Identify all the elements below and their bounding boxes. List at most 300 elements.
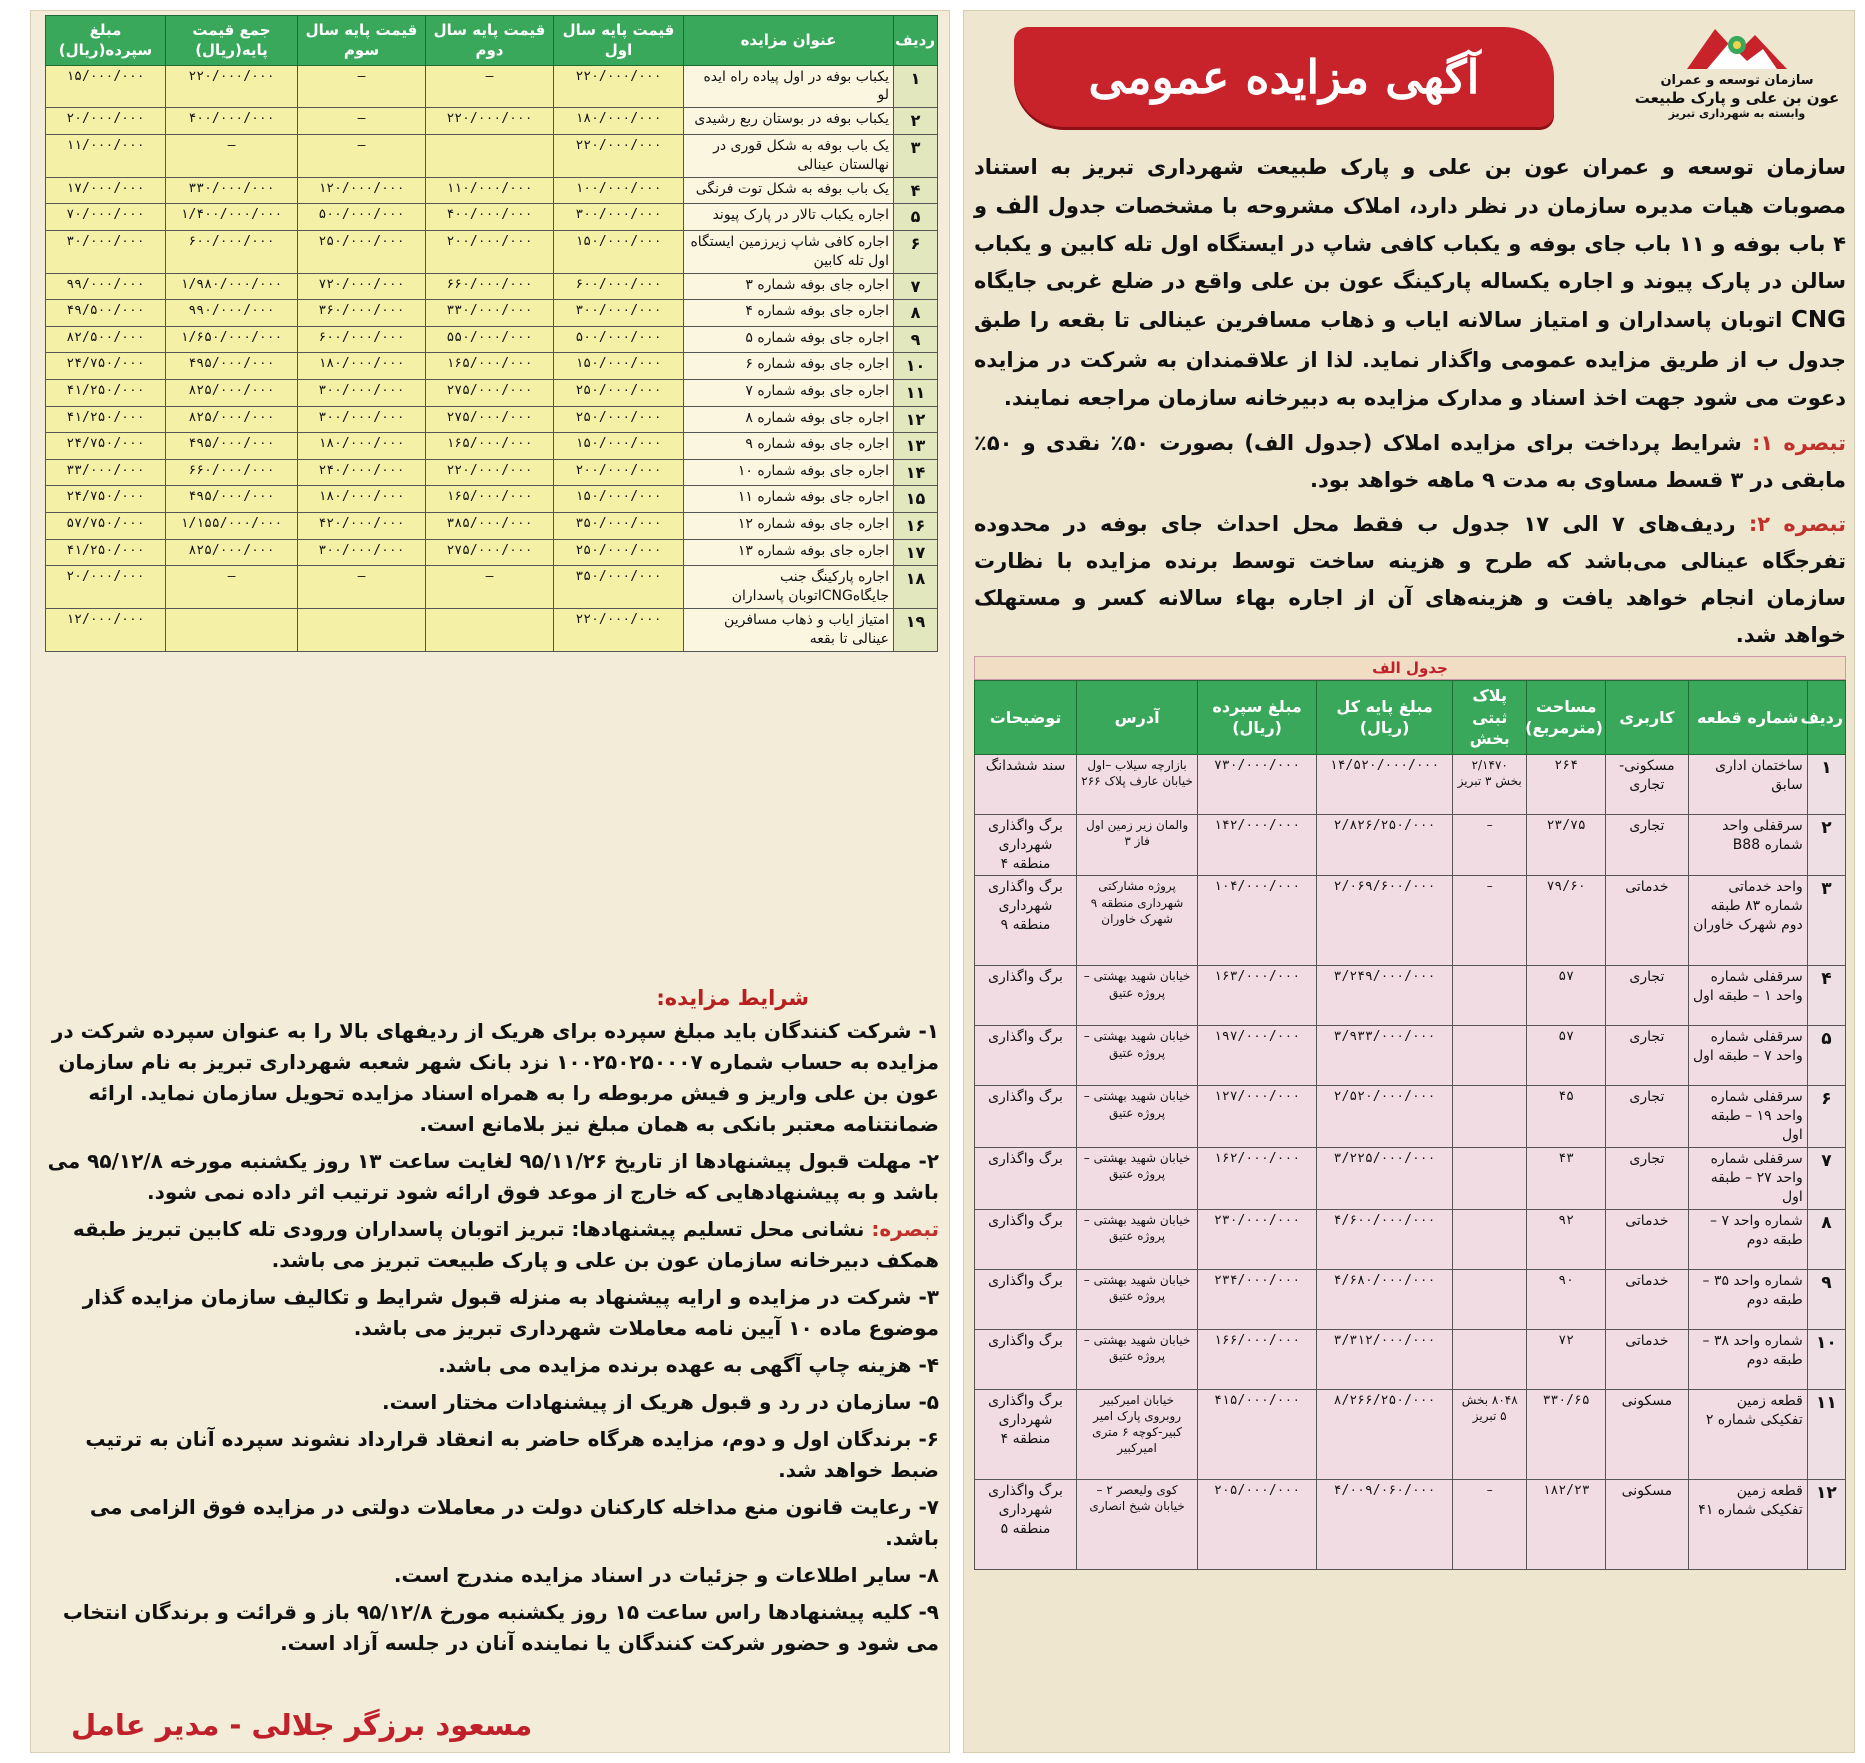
base-price-total: ۱۴/۵۲۰/۰۰۰/۰۰۰ [1317, 754, 1453, 814]
base-price-total: ۲/۸۲۶/۲۵۰/۰۰۰ [1317, 814, 1453, 876]
description: برگ واگذاری [975, 1086, 1077, 1148]
deposit-amount: ۲۰/۰۰۰/۰۰۰ [46, 108, 166, 135]
area-sqm: ۱۸۲/۲۳ [1527, 1479, 1606, 1569]
base-price-year-3: ۲۵۰/۰۰۰/۰۰۰ [298, 230, 426, 273]
condition-note-text: نشانی محل تسلیم پیشنهادها: تبریز اتوبان پاسداران ورودی تله کابین تبریز طبقه همکف دبیرخانه سازمان عون بن علی و پارک طبیعت تبریز می باشد. [72, 1217, 939, 1272]
base-price-total: ۳/۳۱۲/۰۰۰/۰۰۰ [1317, 1329, 1453, 1389]
table-b-body [46, 65, 938, 651]
row-number: ۱۲ [1807, 1479, 1845, 1569]
table-b-header-cell: قیمت پایه سال اول [554, 16, 684, 66]
base-price-year-2 [426, 608, 554, 651]
table-a-row [975, 1329, 1846, 1389]
row-number: ۳ [1807, 876, 1845, 966]
base-price-year-1: ۳۵۰/۰۰۰/۰۰۰ [554, 512, 684, 539]
property-address: والمان زیر زمین اول فاز ۳ [1077, 814, 1198, 876]
area-sqm: ۵۷ [1527, 966, 1606, 1026]
base-price-year-3: ۱۸۰/۰۰۰/۰۰۰ [298, 486, 426, 513]
deposit-amount: ۷۰/۰۰۰/۰۰۰ [46, 204, 166, 231]
area-sqm: ۲۶۴ [1527, 754, 1606, 814]
deposit-amount: ۱۲/۰۰۰/۰۰۰ [46, 608, 166, 651]
intro-text: اتوبان پاسداران و امتیاز سالانه ایاب و ذهاب مسافرین عینالی تا بقعه را طبق جدول [974, 307, 1846, 372]
cng-ref: CNG [1790, 306, 1846, 333]
registry-plaque: – [1453, 814, 1527, 876]
base-price-year-3: ۷۲۰/۰۰۰/۰۰۰ [298, 273, 426, 300]
deposit-amount: ۳۳/۰۰۰/۰۰۰ [46, 459, 166, 486]
description: برگ واگذاری [975, 1026, 1077, 1086]
description: برگ واگذاری [975, 1209, 1077, 1269]
table-b-header-cell: جمع قیمت پایه(ریال) [166, 16, 298, 66]
row-number: ۵ [1807, 1026, 1845, 1086]
area-sqm: ۳۳۰/۶۵ [1527, 1389, 1606, 1479]
deposit-amount: ۴۱/۲۵۰/۰۰۰ [46, 406, 166, 433]
table-b-row [46, 273, 938, 300]
auction-title: اجاره کافی شاپ زیرزمین ایستگاه اول تله کابین [684, 230, 894, 273]
registry-plaque [1453, 1148, 1527, 1210]
auction-title: اجاره جای بوفه شماره ۷ [684, 380, 894, 407]
registry-plaque: – [1453, 1479, 1527, 1569]
row-number: ۱۰ [1807, 1329, 1845, 1389]
base-price-year-1: ۲۵۰/۰۰۰/۰۰۰ [554, 539, 684, 566]
table-a-header-cell: آدرس [1077, 681, 1198, 755]
condition-item: ۷- رعایت قانون منع مداخله کارکنان دولت در معاملات دولتی در مزایده فوق الزامی می باشد. [89, 1495, 939, 1550]
property-address: پروژه مشارکتی شهرداری منطقه ۹ شهرک خاوران [1077, 876, 1198, 966]
auction-title: یک باب بوفه به شکل قوری در نهالستان عینالی [684, 134, 894, 177]
row-number: ۸ [894, 300, 938, 327]
auction-title: اجاره جای بوفه شماره ۹ [684, 433, 894, 460]
property-address: خیابان شهید بهشتی – پروژه عتیق [1077, 1209, 1198, 1269]
base-price-year-1: ۵۰۰/۰۰۰/۰۰۰ [554, 326, 684, 353]
base-price-year-2: ۲۲۰/۰۰۰/۰۰۰ [426, 459, 554, 486]
base-price-total: ۳/۲۲۵/۰۰۰/۰۰۰ [1317, 1148, 1453, 1210]
property-address: خیابان شهید بهشتی – پروژه عتیق [1077, 1269, 1198, 1329]
organization-logo [1632, 21, 1842, 141]
base-price-total: ۱/۹۸۰/۰۰۰/۰۰۰ [166, 273, 298, 300]
base-price-year-2: – [426, 65, 554, 108]
base-price-total: ۲۲۰/۰۰۰/۰۰۰ [166, 65, 298, 108]
description: برگ واگذاری شهرداری منطقه ۴ [975, 1389, 1077, 1479]
base-price-total: ۳/۲۴۹/۰۰۰/۰۰۰ [1317, 966, 1453, 1026]
table-b-row [46, 566, 938, 609]
base-price-total: ۸۲۵/۰۰۰/۰۰۰ [166, 539, 298, 566]
base-price-year-2: ۶۶۰/۰۰۰/۰۰۰ [426, 273, 554, 300]
deposit-amount: ۱۶۲/۰۰۰/۰۰۰ [1198, 1148, 1317, 1210]
table-a-header-cell: پلاک ثبتی بخش [1453, 681, 1527, 755]
row-number: ۶ [894, 230, 938, 273]
base-price-year-1: ۲۲۰/۰۰۰/۰۰۰ [554, 65, 684, 108]
parcel-number: سرقفلی شماره واحد ۱ – طبقه اول [1688, 966, 1807, 1026]
table-a-caption: جدول الف [974, 656, 1846, 680]
table-a-row [975, 814, 1846, 876]
row-number: ۲ [894, 108, 938, 135]
deposit-amount: ۱۱/۰۰۰/۰۰۰ [46, 134, 166, 177]
auction-title: امتیاز ایاب و ذهاب مسافرین عینالی تا بقعه [684, 608, 894, 651]
table-a-row [975, 754, 1846, 814]
deposit-amount: ۹۹/۰۰۰/۰۰۰ [46, 273, 166, 300]
row-number: ۷ [1807, 1148, 1845, 1210]
description: برگ واگذاری [975, 966, 1077, 1026]
parcel-number: سرقفلی شماره واحد ۱۹ – طبقه اول [1688, 1086, 1807, 1148]
table-a-row [975, 1209, 1846, 1269]
table-a-row [975, 966, 1846, 1026]
row-number: ۶ [1807, 1086, 1845, 1148]
condition-item: ۹- کلیه پیشنهادها راس ساعت ۱۵ روز یکشنبه مورخ ۹۵/۱۲/۸ باز و قرائت و برندگان انتخاب می شود و حضور شرکت کنندگان یا نماینده آنان در جلسه آزاد است. [62, 1600, 939, 1655]
base-price-year-3: ۶۰۰/۰۰۰/۰۰۰ [298, 326, 426, 353]
land-use: خدماتی [1605, 1209, 1688, 1269]
base-price-total: ۲/۵۲۰/۰۰۰/۰۰۰ [1317, 1086, 1453, 1148]
row-number: ۱۸ [894, 566, 938, 609]
announcement-body [974, 149, 1846, 653]
base-price-total: ۴/۶۰۰/۰۰۰/۰۰۰ [1317, 1209, 1453, 1269]
deposit-amount: ۱۶۶/۰۰۰/۰۰۰ [1198, 1329, 1317, 1389]
deposit-amount: ۱۰۴/۰۰۰/۰۰۰ [1198, 876, 1317, 966]
table-b-row [46, 433, 938, 460]
base-price-total: ۹۹۰/۰۰۰/۰۰۰ [166, 300, 298, 327]
deposit-amount: ۲۰۵/۰۰۰/۰۰۰ [1198, 1479, 1317, 1569]
row-number: ۹ [1807, 1269, 1845, 1329]
auction-title: اجاره جای بوفه شماره ۱۰ [684, 459, 894, 486]
condition-item: ۵- سازمان در رد و قبول هریک از پیشنهادات مختار است. [381, 1390, 939, 1414]
deposit-amount: ۸۲/۵۰۰/۰۰۰ [46, 326, 166, 353]
base-price-total: ۸/۲۶۶/۲۵۰/۰۰۰ [1317, 1389, 1453, 1479]
base-price-total: ۴۹۵/۰۰۰/۰۰۰ [166, 486, 298, 513]
table-b-header-cell: مبلغ سپرده(ریال) [46, 16, 166, 66]
table-a-row [975, 1026, 1846, 1086]
table-a-header-cell: مساحت (مترمربع) [1527, 681, 1606, 755]
registry-plaque: – [1453, 876, 1527, 966]
base-price-year-2: ۳۳۰/۰۰۰/۰۰۰ [426, 300, 554, 327]
table-b-row [46, 65, 938, 108]
base-price-year-2: ۵۵۰/۰۰۰/۰۰۰ [426, 326, 554, 353]
row-number: ۱۳ [894, 433, 938, 460]
base-price-year-3: ۳۶۰/۰۰۰/۰۰۰ [298, 300, 426, 327]
parcel-number: واحد خدماتی شماره ۸۳ طبقه دوم شهرک خاوران [1688, 876, 1807, 966]
row-number: ۱۱ [1807, 1389, 1845, 1479]
org-affiliation: وابسته به شهرداری تبریز [1668, 106, 1806, 120]
area-sqm: ۵۷ [1527, 1026, 1606, 1086]
table-b-row [46, 230, 938, 273]
deposit-amount: ۳۰/۰۰۰/۰۰۰ [46, 230, 166, 273]
base-price-year-2 [426, 134, 554, 177]
auction-title: اجاره جای بوفه شماره ۳ [684, 273, 894, 300]
base-price-year-1: ۱۵۰/۰۰۰/۰۰۰ [554, 353, 684, 380]
note-1 [974, 425, 1846, 499]
registry-plaque: ۲/۱۴۷۰ بخش ۳ تبریز [1453, 754, 1527, 814]
auction-title: اجاره جای بوفه شماره ۱۳ [684, 539, 894, 566]
note-2-label: تبصره ۲: [1748, 512, 1847, 537]
base-price-year-3: – [298, 566, 426, 609]
base-price-year-1: ۶۰۰/۰۰۰/۰۰۰ [554, 273, 684, 300]
intro-paragraph [974, 149, 1846, 417]
table-b-row [46, 353, 938, 380]
base-price-total: ۸۲۵/۰۰۰/۰۰۰ [166, 406, 298, 433]
base-price-year-2: ۲۷۵/۰۰۰/۰۰۰ [426, 380, 554, 407]
parcel-number: قطعه زمین تفکیکی شماره ۲ [1688, 1389, 1807, 1479]
parcel-number: شماره واحد ۳۸ – طبقه دوم [1688, 1329, 1807, 1389]
row-number: ۱۵ [894, 486, 938, 513]
base-price-year-3: ۴۲۰/۰۰۰/۰۰۰ [298, 512, 426, 539]
base-price-year-1: ۱۵۰/۰۰۰/۰۰۰ [554, 486, 684, 513]
table-b-row [46, 300, 938, 327]
description: برگ واگذاری شهرداری منطقه ۵ [975, 1479, 1077, 1569]
deposit-amount: ۷۳۰/۰۰۰/۰۰۰ [1198, 754, 1317, 814]
table-b-row [46, 406, 938, 433]
deposit-amount: ۱۲۷/۰۰۰/۰۰۰ [1198, 1086, 1317, 1148]
auction-title: یکباب بوفه در اول پیاده راه ایده لو [684, 65, 894, 108]
registry-plaque [1453, 1026, 1527, 1086]
auction-title: اجاره پارکینگ جنب جایگاهCNGاتوبان پاسداران [684, 566, 894, 609]
description: برگ واگذاری [975, 1269, 1077, 1329]
base-price-total: ۴۹۵/۰۰۰/۰۰۰ [166, 433, 298, 460]
base-price-year-3: ۱۸۰/۰۰۰/۰۰۰ [298, 433, 426, 460]
deposit-amount: ۴۱/۲۵۰/۰۰۰ [46, 539, 166, 566]
base-price-year-3: – [298, 108, 426, 135]
base-price-year-2: ۲۷۵/۰۰۰/۰۰۰ [426, 539, 554, 566]
deposit-amount: ۴۹/۵۰۰/۰۰۰ [46, 300, 166, 327]
auction-title: اجاره یکباب تالار در پارک پیوند [684, 204, 894, 231]
parcel-number: سرقفلی شماره واحد ۲۷ – طبقه اول [1688, 1148, 1807, 1210]
base-price-year-3: ۳۰۰/۰۰۰/۰۰۰ [298, 539, 426, 566]
land-use: تجاری [1605, 966, 1688, 1026]
auction-title: اجاره جای بوفه شماره ۱۲ [684, 512, 894, 539]
property-address: خیابان امیرکبیر روبروی پارک امیر کبیر-کوچه ۶ متری امیرکبیر [1077, 1389, 1198, 1479]
condition-item: ۳- شرکت در مزایده و ارایه پیشنهاد به منزله قبول شرایط و تکالیف سازمان مزایده گذار موضوع ماده ۱۰ آیین نامه معاملات شهرداری تبریز می باشد. [82, 1285, 939, 1340]
base-price-total: ۴۹۵/۰۰۰/۰۰۰ [166, 353, 298, 380]
base-price-year-1: ۱۸۰/۰۰۰/۰۰۰ [554, 108, 684, 135]
note-2 [974, 506, 1846, 653]
table-b-row [46, 459, 938, 486]
condition-item: ۸- سایر اطلاعات و جزئیات در اسناد مزایده مندرج است. [393, 1563, 939, 1587]
row-number: ۱۴ [894, 459, 938, 486]
table-b-container [45, 15, 937, 652]
announcement-title: آگهی مزایده عمومی [1088, 50, 1480, 104]
table-a [974, 680, 1846, 1570]
property-address: خیابان شهید بهشتی – پروژه عتیق [1077, 1329, 1198, 1389]
land-use: خدماتی [1605, 1329, 1688, 1389]
registry-plaque [1453, 1269, 1527, 1329]
row-number: ۱۹ [894, 608, 938, 651]
org-name-line: عون بن علی و پارک طبیعت [1634, 88, 1840, 107]
row-number: ۱۱ [894, 380, 938, 407]
row-number: ۱ [1807, 754, 1845, 814]
area-sqm: ۹۲ [1527, 1209, 1606, 1269]
row-number: ۱ [894, 65, 938, 108]
row-number: ۳ [894, 134, 938, 177]
table-a-header-cell: شماره قطعه [1688, 681, 1807, 755]
parcel-number: قطعه زمین تفکیکی شماره ۴۱ [1688, 1479, 1807, 1569]
description: برگ واگذاری [975, 1148, 1077, 1210]
base-price-year-2: ۱۶۵/۰۰۰/۰۰۰ [426, 433, 554, 460]
description: برگ واگذاری شهرداری منطقه ۹ [975, 876, 1077, 966]
parcel-number: ساختمان اداری سابق [1688, 754, 1807, 814]
auction-conditions [43, 986, 939, 1665]
land-use: تجاری [1605, 1026, 1688, 1086]
land-use: تجاری [1605, 1148, 1688, 1210]
base-price-year-1: ۳۵۰/۰۰۰/۰۰۰ [554, 566, 684, 609]
base-price-total: ۱/۶۵۰/۰۰۰/۰۰۰ [166, 326, 298, 353]
base-price-year-3: – [298, 65, 426, 108]
row-number: ۴ [894, 177, 938, 204]
table-b-row [46, 512, 938, 539]
table-b-row [46, 108, 938, 135]
base-price-total: ۶۰۰/۰۰۰/۰۰۰ [166, 230, 298, 273]
base-price-total: ۳۳۰/۰۰۰/۰۰۰ [166, 177, 298, 204]
condition-note-label: تبصره: [871, 1217, 939, 1241]
land-use: خدماتی [1605, 876, 1688, 966]
property-address: خیابان شهید بهشتی – پروژه عتیق [1077, 966, 1198, 1026]
row-number: ۹ [894, 326, 938, 353]
table-b [45, 15, 938, 652]
deposit-amount: ۲۳۴/۰۰۰/۰۰۰ [1198, 1269, 1317, 1329]
area-sqm: ۲۳/۷۵ [1527, 814, 1606, 876]
base-price-year-3: – [298, 134, 426, 177]
row-number: ۲ [1807, 814, 1845, 876]
registry-plaque [1453, 966, 1527, 1026]
land-use: مسکونی [1605, 1479, 1688, 1569]
signature: مسعود برزگر جلالی - مدیر عامل [71, 1708, 533, 1742]
registry-plaque [1453, 1086, 1527, 1148]
table-b-header-cell: ردیف [894, 16, 938, 66]
base-price-total: ۳/۹۳۳/۰۰۰/۰۰۰ [1317, 1026, 1453, 1086]
table-alef-ref: الف [995, 192, 1040, 219]
intro-text: سازمان توسعه و عمران عون بن علی و پارک طبیعت شهرداری تبریز به استناد مصوبات هیات مدیره سازمان در نظر دارد، املاک مشروحه با مشخصات جدول [974, 155, 1846, 218]
table-b-header-cell: قیمت پایه سال دوم [426, 16, 554, 66]
table-b-row [46, 608, 938, 651]
condition-item: ۲- مهلت قبول پیشنهادها از تاریخ ۹۵/۱۱/۲۶ لغایت ساعت ۱۳ روز یکشنبه مورخه ۹۵/۱۲/۸ می باشد و به پیشنهادهایی که خارج از موعد فوق ارائه شود ترتیب اثر داده نمی شود. [47, 1149, 939, 1204]
base-price-year-1: ۲۰۰/۰۰۰/۰۰۰ [554, 459, 684, 486]
auction-title: یکباب بوفه در بوستان ربع رشیدی [684, 108, 894, 135]
base-price-year-2: – [426, 566, 554, 609]
base-price-year-1: ۲۲۰/۰۰۰/۰۰۰ [554, 134, 684, 177]
deposit-amount: ۴۱/۲۵۰/۰۰۰ [46, 380, 166, 407]
row-number: ۵ [894, 204, 938, 231]
deposit-amount: ۲۳۰/۰۰۰/۰۰۰ [1198, 1209, 1317, 1269]
base-price-year-1: ۱۵۰/۰۰۰/۰۰۰ [554, 230, 684, 273]
property-address: خیابان شهید بهشتی – پروژه عتیق [1077, 1026, 1198, 1086]
area-sqm: ۴۵ [1527, 1086, 1606, 1148]
table-b-row [46, 380, 938, 407]
land-use: تجاری [1605, 1086, 1688, 1148]
table-be-ref: ب [1755, 346, 1779, 373]
title-banner [1014, 27, 1554, 127]
base-price-year-3: ۳۰۰/۰۰۰/۰۰۰ [298, 406, 426, 433]
auction-title: اجاره جای بوفه شماره ۵ [684, 326, 894, 353]
table-b-row [46, 326, 938, 353]
base-price-total: – [166, 566, 298, 609]
property-address: خیابان شهید بهشتی – پروژه عتیق [1077, 1086, 1198, 1148]
base-price-year-2: ۱۶۵/۰۰۰/۰۰۰ [426, 353, 554, 380]
table-a-header-cell: مبلغ پایه کل (ریال) [1317, 681, 1453, 755]
base-price-total: ۲/۰۶۹/۶۰۰/۰۰۰ [1317, 876, 1453, 966]
deposit-amount: ۱۵/۰۰۰/۰۰۰ [46, 65, 166, 108]
table-b-header-cell: عنوان مزایده [684, 16, 894, 66]
table-b-header-cell: قیمت پایه سال سوم [298, 16, 426, 66]
intro-text: از طریق مزایده عمومی واگذار نماید. لذا از علاقمندان به شرکت در مزایده دعوت می شود جهت اخذ اسناد و مدارک مزایده به دبیرخانه سازمان مراجعه نمایند. [974, 347, 1846, 410]
description: برگ واگذاری شهرداری منطقه ۴ [975, 814, 1077, 876]
base-price-total: ۱/۴۰۰/۰۰۰/۰۰۰ [166, 204, 298, 231]
base-price-year-2: ۴۰۰/۰۰۰/۰۰۰ [426, 204, 554, 231]
row-number: ۸ [1807, 1209, 1845, 1269]
deposit-amount: ۵۷/۷۵۰/۰۰۰ [46, 512, 166, 539]
land-use: خدماتی [1605, 1269, 1688, 1329]
auction-title: یک باب بوفه به شکل توت فرنگی [684, 177, 894, 204]
table-a-body [975, 754, 1846, 1569]
note-1-text: شرایط پرداخت برای مزایده املاک (جدول الف) بصورت ۵۰٪ نقدی و ۵۰٪ مابقی در ۳ قسط مساوی به مدت ۹ ماهه خواهد بود. [974, 430, 1846, 492]
table-b-row [46, 539, 938, 566]
area-sqm: ۴۳ [1527, 1148, 1606, 1210]
registry-plaque: ۸۰۴۸ بخش ۵ تبریز [1453, 1389, 1527, 1479]
table-a-row [975, 876, 1846, 966]
deposit-amount: ۲۴/۷۵۰/۰۰۰ [46, 353, 166, 380]
area-sqm: ۷۲ [1527, 1329, 1606, 1389]
base-price-year-3 [298, 608, 426, 651]
parcel-number: شماره واحد ۳۵ – طبقه دوم [1688, 1269, 1807, 1329]
base-price-year-3: ۱۸۰/۰۰۰/۰۰۰ [298, 353, 426, 380]
table-a-row [975, 1269, 1846, 1329]
base-price-year-1: ۱۰۰/۰۰۰/۰۰۰ [554, 177, 684, 204]
table-a-row [975, 1479, 1846, 1569]
row-number: ۷ [894, 273, 938, 300]
description: سند ششدانگ [975, 754, 1077, 814]
deposit-amount: ۱۴۲/۰۰۰/۰۰۰ [1198, 814, 1317, 876]
table-a-header-cell: کاربری [1605, 681, 1688, 755]
area-sqm: ۹۰ [1527, 1269, 1606, 1329]
table-a-row [975, 1389, 1846, 1479]
property-address: کوی ولیعصر ۲ – خیابان شیخ انصاری [1077, 1479, 1198, 1569]
table-a-row [975, 1148, 1846, 1210]
area-sqm: ۷۹/۶۰ [1527, 876, 1606, 966]
condition-item: ۱- شرکت کنندگان باید مبلغ سپرده برای هریک از ردیفهای بالا را به عنوان سپرده شرکت در مزایده به حساب شماره ۱۰۰۲۵۰۲۵۰۰۰۷ نزد بانک شهر شعبه شهرداری تبریز به نام سازمان عون بن علی واریز و فیش مربوطه را به همراه اسناد مزایده تحویل سازمان نماید. ارائه ضمانتنامه معتبر بانکی به همان مبلغ نیز بلامانع است. [51, 1019, 939, 1136]
row-number: ۱۶ [894, 512, 938, 539]
base-price-year-2: ۲۲۰/۰۰۰/۰۰۰ [426, 108, 554, 135]
base-price-year-3: ۵۰۰/۰۰۰/۰۰۰ [298, 204, 426, 231]
base-price-year-1: ۱۵۰/۰۰۰/۰۰۰ [554, 433, 684, 460]
base-price-year-1: ۲۵۰/۰۰۰/۰۰۰ [554, 406, 684, 433]
table-b-header-row [46, 16, 938, 66]
table-a-header-cell: توضیحات [975, 681, 1077, 755]
base-price-year-2: ۲۰۰/۰۰۰/۰۰۰ [426, 230, 554, 273]
base-price-total: ۴/۶۸۰/۰۰۰/۰۰۰ [1317, 1269, 1453, 1329]
deposit-amount: ۴۱۵/۰۰۰/۰۰۰ [1198, 1389, 1317, 1479]
auction-title: اجاره جای بوفه شماره ۸ [684, 406, 894, 433]
registry-plaque [1453, 1209, 1527, 1269]
table-a-header-cell: ردیف [1807, 681, 1845, 755]
row-number: ۴ [1807, 966, 1845, 1026]
base-price-year-2: ۱۱۰/۰۰۰/۰۰۰ [426, 177, 554, 204]
base-price-year-1: ۲۵۰/۰۰۰/۰۰۰ [554, 380, 684, 407]
base-price-total: ۴۰۰/۰۰۰/۰۰۰ [166, 108, 298, 135]
deposit-amount: ۲۰/۰۰۰/۰۰۰ [46, 566, 166, 609]
base-price-year-2: ۲۷۵/۰۰۰/۰۰۰ [426, 406, 554, 433]
auction-title: اجاره جای بوفه شماره ۴ [684, 300, 894, 327]
land-use: تجاری [1605, 814, 1688, 876]
condition-item: ۶- برندگان اول و دوم، مزایده هرگاه حاضر به انعقاد قرارداد نشوند سپرده آنان به ترتیب ضبط خواهد شد. [85, 1427, 939, 1482]
org-emblem-icon [1677, 21, 1797, 73]
conditions-heading: شرایط مزایده: [656, 986, 809, 1010]
auction-title: اجاره جای بوفه شماره ۱۱ [684, 486, 894, 513]
base-price-total: – [166, 134, 298, 177]
base-price-total: ۶۶۰/۰۰۰/۰۰۰ [166, 459, 298, 486]
table-b-row [46, 177, 938, 204]
intro-text: و ۴ باب بوفه و ۱۱ باب جای بوفه و یکباب کافی شاپ در ایستگاه اول تله کابین و یکباب سالن در پارک پیوند و اجاره یکساله پارکینگ عون بن علی واقع در ضلع غربی جایگاه [974, 193, 1846, 293]
property-address: خیابان شهید بهشتی – پروژه عتیق [1077, 1148, 1198, 1210]
base-price-total: ۴/۰۰۹/۰۶۰/۰۰۰ [1317, 1479, 1453, 1569]
deposit-amount: ۲۴/۷۵۰/۰۰۰ [46, 486, 166, 513]
parcel-number: سرقفلی شماره واحد ۷ – طبقه اول [1688, 1026, 1807, 1086]
row-number: ۱۲ [894, 406, 938, 433]
deposit-amount: ۱۶۳/۰۰۰/۰۰۰ [1198, 966, 1317, 1026]
description: برگ واگذاری [975, 1329, 1077, 1389]
base-price-year-1: ۲۲۰/۰۰۰/۰۰۰ [554, 608, 684, 651]
